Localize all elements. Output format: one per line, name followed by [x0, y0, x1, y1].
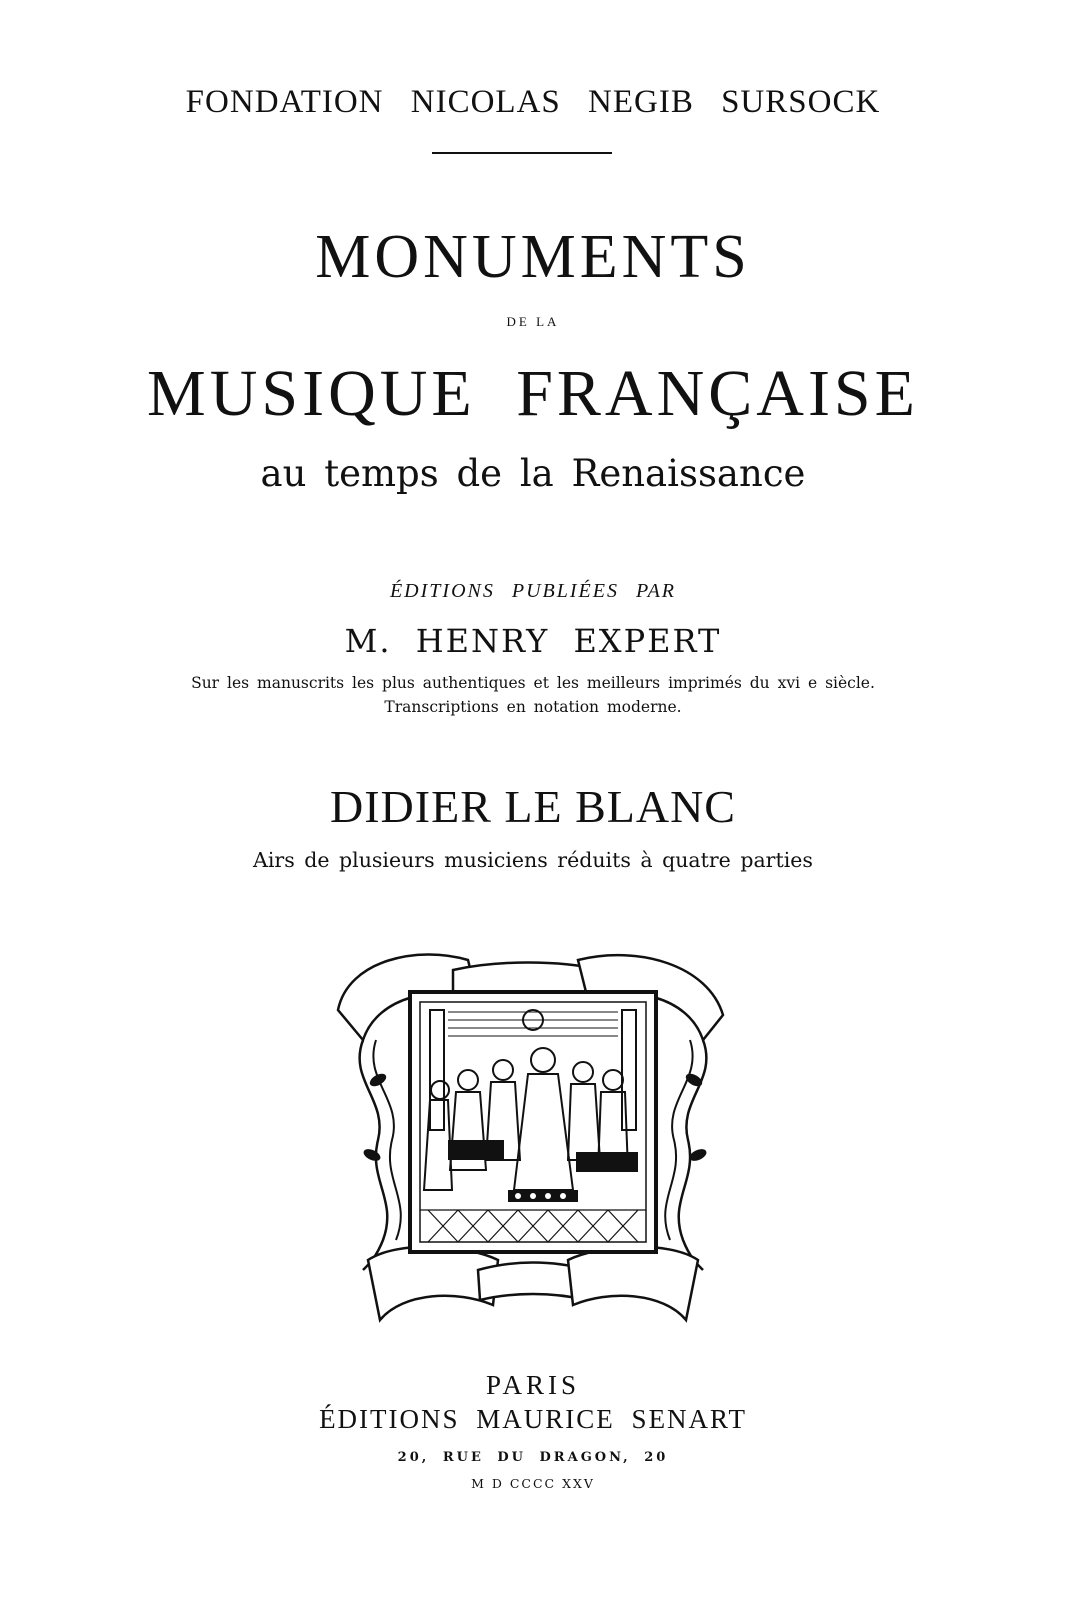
- foundation-name: FONDATION NICOLAS NEGIB SURSOCK: [185, 84, 881, 120]
- printer-mark-musicians-engraving-icon: [328, 940, 738, 1340]
- title-line-1: MONUMENTS: [315, 223, 751, 291]
- imprint-address: 20, RUE DU DRAGON, 20: [397, 1450, 669, 1465]
- edition-note-line-2: Transcriptions en notation moderne.: [384, 698, 682, 716]
- composer-name: DIDIER LE BLANC: [330, 781, 736, 832]
- editions-by-label: ÉDITIONS PUBLIÉES PAR: [389, 580, 677, 602]
- editor-name: M. HENRY EXPERT: [344, 622, 722, 660]
- imprint-publisher: ÉDITIONS MAURICE SENART: [319, 1404, 747, 1434]
- title-line-3: au temps de la Renaissance: [260, 452, 806, 495]
- title-connector: DE LA: [506, 314, 560, 329]
- edition-note-line-1: Sur les manuscrits les plus authentiques et les meilleurs imprimés du xvi e siècle.: [191, 674, 875, 692]
- imprint-year: M D CCCC XXV: [471, 1476, 595, 1491]
- work-subtitle: Airs de plusieurs musiciens réduits à quatre parties: [253, 848, 813, 872]
- title-line-2: MUSIQUE FRANÇAISE: [147, 357, 919, 430]
- divider-rule: [432, 152, 612, 154]
- imprint-city: PARIS: [485, 1370, 581, 1400]
